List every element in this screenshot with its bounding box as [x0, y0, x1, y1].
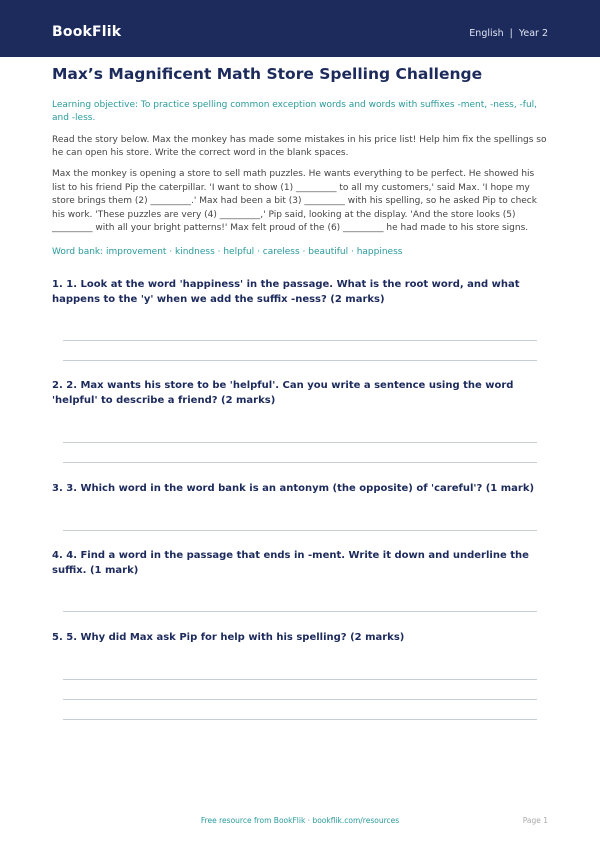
subject-label: English [469, 28, 504, 39]
page-number: Page 1 [522, 816, 548, 825]
answer-line[interactable] [63, 611, 537, 612]
worksheet-title: Max’s Magnificent Math Store Spelling Challenge [52, 65, 483, 83]
answer-line[interactable] [63, 679, 537, 680]
question-2: 2. 2. Max wants his store to be 'helpful'. Can you write a sentence using the word 'helpful' to describe a friend? (2 marks) [52, 380, 514, 406]
word-bank: Word bank: improvement · kindness · helpful · careless · beautiful · happiness [52, 247, 403, 257]
answer-line[interactable] [63, 442, 537, 443]
answer-line[interactable] [63, 462, 537, 463]
answer-line[interactable] [63, 360, 537, 361]
question-5: 5. 5. Why did Max ask Pip for help with his spelling? (2 marks) [52, 632, 405, 643]
answer-line[interactable] [63, 699, 537, 700]
subject-year-label [469, 28, 548, 39]
footer-source: Free resource from BookFlik · bookflik.com/resources [200, 816, 400, 825]
brand-logo: BookFlik [52, 24, 122, 40]
story-passage: Max the monkey is opening a store to sell math puzzles. He wants everything to be perfect. He showed his list to his friend Pip the caterpillar. 'I want to show (1) _________ to all my customers,' said Max. 'I hope my store brings them (2) _________.' Max had been a bit (3) _________ with his spelling, so he asked Pip to check his work. 'These puzzles are very (4) _________,' Pip said, looking at the display. 'And the store looks (5) _________ with all your bright patterns!' Max felt proud of the (6) _________ he had made to his store signs. [52, 169, 537, 233]
learning-objective: Learning objective: To practice spelling common exception words and words with suffixes -ment, -ness, -ful, and -less. [52, 100, 538, 123]
separator: | [509, 28, 513, 39]
year-label: Year 2 [518, 28, 548, 39]
question-3: 3. 3. Which word in the word bank is an antonym (the opposite) of 'careful'? (1 mark) [52, 483, 535, 494]
question-4: 4. 4. Find a word in the passage that ends in -ment. Write it down and underline the suffix. (1 mark) [52, 550, 529, 576]
question-1: 1. 1. Look at the word 'happiness' in the passage. What is the root word, and what happens to the 'y' when we add the suffix -ness? (2 marks) [52, 279, 520, 305]
answer-line[interactable] [63, 719, 537, 720]
instructions: Read the story below. Max the monkey has made some mistakes in his price list! Help him fix the spellings so he can open his store. Write the correct word in the blank spaces. [52, 135, 547, 158]
answer-line[interactable] [63, 530, 537, 531]
answer-line[interactable] [63, 340, 537, 341]
page-header [0, 0, 600, 57]
